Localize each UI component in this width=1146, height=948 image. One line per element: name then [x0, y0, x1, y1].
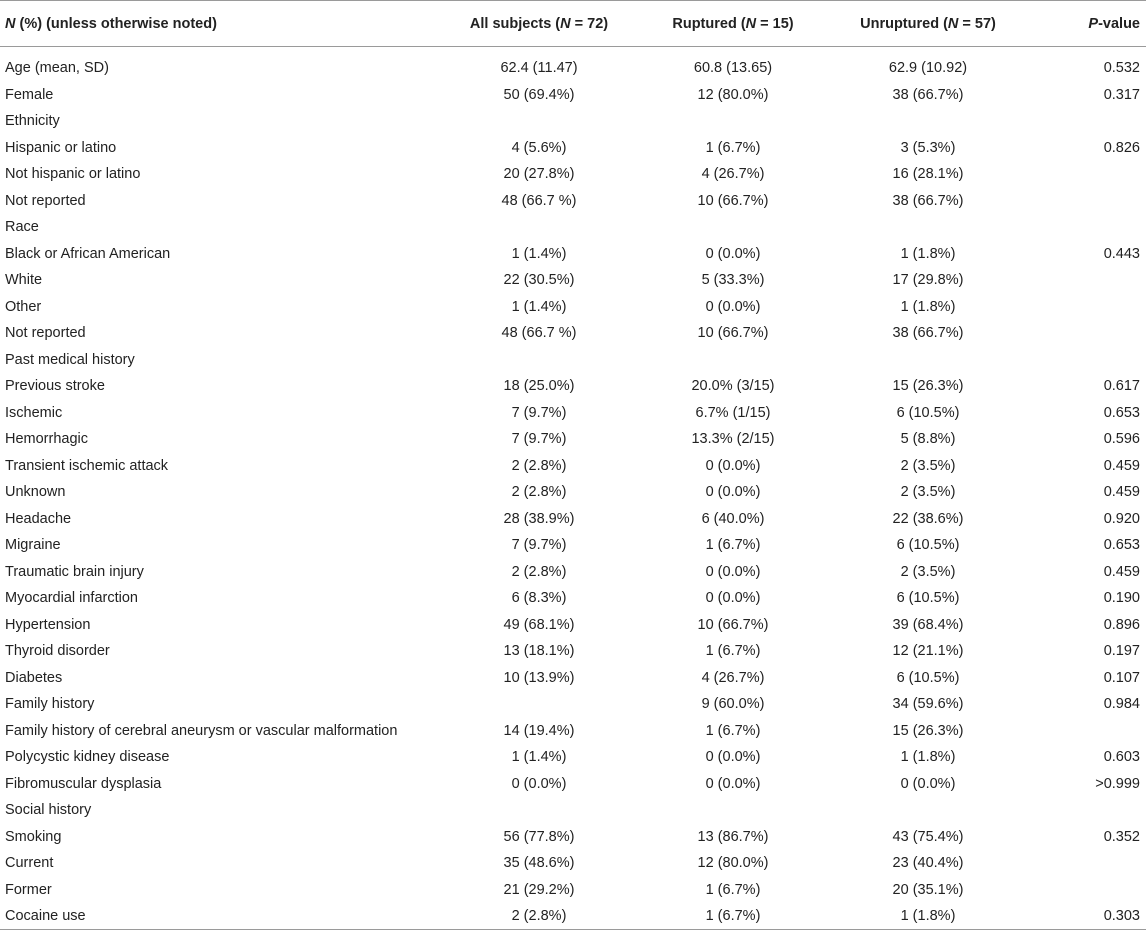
- table-row: [0, 241, 1146, 268]
- cell-unruptured: 20 (35.1%): [892, 881, 964, 898]
- cell-ruptured: 12 (80.0%): [697, 855, 769, 872]
- cell-all-subjects: [440, 691, 638, 718]
- cell-p-value: 0.596: [1103, 431, 1140, 448]
- cell-variable: Hemorrhagic: [5, 431, 88, 448]
- cell-unruptured: 6 (10.5%): [896, 669, 960, 686]
- cell-all-subjects: 56 (77.8%): [503, 828, 575, 845]
- cell-p-value: 0.617: [1103, 378, 1140, 395]
- cell-ruptured: 0 (0.0%): [705, 457, 761, 474]
- table-row: [0, 718, 1146, 745]
- cell-p-value: [1028, 214, 1146, 241]
- cell-unruptured: 23 (40.4%): [892, 855, 964, 872]
- cell-ruptured: 13.3% (2/15): [691, 431, 775, 448]
- cell-ruptured: 0 (0.0%): [705, 298, 761, 315]
- cell-unruptured: 62.9 (10.92): [888, 60, 968, 77]
- table-row: [0, 320, 1146, 347]
- cell-unruptured: 1 (1.8%): [900, 245, 956, 262]
- cell-unruptured: 1 (1.8%): [900, 749, 956, 766]
- cell-ruptured: 1 (6.7%): [705, 722, 761, 739]
- cell-p-value: [1028, 108, 1146, 135]
- cell-unruptured: 0 (0.0%): [900, 775, 956, 792]
- table-row: [0, 479, 1146, 506]
- cell-all-subjects: 1 (1.4%): [511, 245, 567, 262]
- cell-unruptured: 38 (66.7%): [892, 86, 964, 103]
- cell-variable: Diabetes: [5, 669, 63, 686]
- table-row: [0, 877, 1146, 904]
- cell-p-value: 0.197: [1103, 643, 1140, 660]
- header-unruptured: Unruptured (N = 57): [860, 15, 996, 32]
- cell-ruptured: 6.7% (1/15): [695, 404, 771, 421]
- cell-variable: Age (mean, SD): [5, 60, 109, 77]
- cell-variable: Ethnicity: [5, 113, 60, 130]
- cell-unruptured: 38 (66.7%): [892, 325, 964, 342]
- table-row: [0, 797, 1146, 824]
- header-row: [0, 1, 1146, 47]
- cell-ruptured: 1 (6.7%): [705, 881, 761, 898]
- cell-ruptured: 4 (26.7%): [701, 166, 765, 183]
- cell-unruptured: 6 (10.5%): [896, 590, 960, 607]
- cell-all-subjects: [440, 214, 638, 241]
- cell-ruptured: 0 (0.0%): [705, 749, 761, 766]
- cell-all-subjects: 2 (2.8%): [511, 457, 567, 474]
- cell-all-subjects: 2 (2.8%): [511, 563, 567, 580]
- cell-unruptured: 12 (21.1%): [892, 643, 964, 660]
- cell-variable: Hypertension: [5, 616, 91, 633]
- cell-variable: Black or African American: [5, 245, 171, 262]
- cell-unruptured: 2 (3.5%): [900, 484, 956, 501]
- cell-unruptured: 38 (66.7%): [892, 192, 964, 209]
- cell-p-value: >0.999: [1095, 775, 1140, 792]
- cell-p-value: 0.459: [1103, 563, 1140, 580]
- cell-variable: Other: [5, 298, 42, 315]
- cell-p-value: 0.443: [1103, 245, 1140, 262]
- header-p-value: P-value: [1088, 15, 1140, 32]
- cell-unruptured: 6 (10.5%): [896, 404, 960, 421]
- cell-p-value: [1028, 877, 1146, 904]
- cell-variable: Thyroid disorder: [5, 643, 110, 660]
- cell-unruptured: [828, 108, 1028, 135]
- table-row: [0, 188, 1146, 215]
- cell-all-subjects: 0 (0.0%): [511, 775, 567, 792]
- cell-p-value: 0.532: [1103, 60, 1140, 77]
- cell-p-value: [1028, 267, 1146, 294]
- table-row: [0, 453, 1146, 480]
- cell-unruptured: [828, 797, 1028, 824]
- table-row: [0, 214, 1146, 241]
- cell-all-subjects: 28 (38.9%): [503, 510, 575, 527]
- cell-all-subjects: [440, 108, 638, 135]
- cell-all-subjects: 50 (69.4%): [503, 86, 575, 103]
- cell-all-subjects: 13 (18.1%): [503, 643, 575, 660]
- cell-variable: White: [5, 272, 43, 289]
- table-row: [0, 665, 1146, 692]
- cell-p-value: [1028, 718, 1146, 745]
- cell-unruptured: 15 (26.3%): [892, 378, 964, 395]
- table-header: [0, 1, 1146, 47]
- cell-unruptured: 2 (3.5%): [900, 457, 956, 474]
- cell-all-subjects: 62.4 (11.47): [500, 60, 578, 77]
- cell-variable: Polycystic kidney disease: [5, 749, 170, 766]
- table-row: [0, 161, 1146, 188]
- cell-unruptured: 1 (1.8%): [900, 298, 956, 315]
- cell-p-value: 0.603: [1103, 749, 1140, 766]
- cell-p-value: 0.190: [1103, 590, 1140, 607]
- table-row: [0, 612, 1146, 639]
- table-body: [0, 47, 1146, 930]
- cell-p-value: [1028, 320, 1146, 347]
- cell-ruptured: 9 (60.0%): [701, 696, 765, 713]
- cell-p-value: 0.653: [1103, 404, 1140, 421]
- bottom-rule: [0, 929, 1146, 948]
- cell-unruptured: 39 (68.4%): [892, 616, 964, 633]
- cell-p-value: 0.107: [1103, 669, 1140, 686]
- cell-ruptured: 4 (26.7%): [701, 669, 765, 686]
- table-row: [0, 82, 1146, 109]
- cell-unruptured: 34 (59.6%): [892, 696, 964, 713]
- table-row: [0, 824, 1146, 851]
- cell-all-subjects: [440, 797, 638, 824]
- cell-p-value: [1028, 850, 1146, 877]
- table-row: [0, 771, 1146, 798]
- cell-variable: Former: [5, 881, 52, 898]
- cell-ruptured: 10 (66.7%): [697, 616, 769, 633]
- cell-all-subjects: 2 (2.8%): [511, 484, 567, 501]
- cell-variable: Social history: [5, 802, 92, 819]
- cell-p-value: 0.459: [1103, 457, 1140, 474]
- cell-variable: Migraine: [5, 537, 61, 554]
- cell-variable: Not hispanic or latino: [5, 166, 141, 183]
- cell-p-value: 0.984: [1103, 696, 1140, 713]
- table-row: [0, 585, 1146, 612]
- cell-ruptured: 1 (6.7%): [705, 139, 761, 156]
- cell-variable: Myocardial infarction: [5, 590, 138, 607]
- cell-variable: Not reported: [5, 325, 86, 342]
- cell-variable: Previous stroke: [5, 378, 105, 395]
- cell-all-subjects: 1 (1.4%): [511, 298, 567, 315]
- table-row: [0, 267, 1146, 294]
- cell-variable: Fibromuscular dysplasia: [5, 775, 162, 792]
- cell-ruptured: [638, 108, 828, 135]
- cell-all-subjects: 2 (2.8%): [511, 907, 567, 924]
- cell-p-value: [1028, 347, 1146, 374]
- cell-ruptured: 1 (6.7%): [705, 907, 761, 924]
- cell-ruptured: 60.8 (13.65): [693, 60, 773, 77]
- cell-ruptured: [638, 214, 828, 241]
- cell-ruptured: 10 (66.7%): [697, 325, 769, 342]
- cell-ruptured: 20.0% (3/15): [691, 378, 775, 395]
- cell-p-value: 0.352: [1103, 828, 1140, 845]
- table-row: [0, 373, 1146, 400]
- cell-unruptured: 22 (38.6%): [892, 510, 964, 527]
- table-row: [0, 532, 1146, 559]
- cell-p-value: [1028, 161, 1146, 188]
- cell-variable: Cocaine use: [5, 907, 86, 924]
- cell-variable: Traumatic brain injury: [5, 563, 144, 580]
- cell-ruptured: 10 (66.7%): [697, 192, 769, 209]
- cell-ruptured: 0 (0.0%): [705, 590, 761, 607]
- cell-unruptured: 5 (8.8%): [900, 431, 956, 448]
- header-all-subjects: All subjects (N = 72): [469, 15, 609, 32]
- cell-variable: Hispanic or latino: [5, 139, 117, 156]
- cell-unruptured: 17 (29.8%): [892, 272, 964, 289]
- cell-all-subjects: 7 (9.7%): [511, 431, 567, 448]
- cell-all-subjects: 35 (48.6%): [503, 855, 575, 872]
- cell-variable: Not reported: [5, 192, 86, 209]
- cell-ruptured: 5 (33.3%): [701, 272, 765, 289]
- cell-p-value: 0.317: [1103, 86, 1140, 103]
- cell-variable: Family history of cerebral aneurysm or vascular malformation: [5, 722, 398, 739]
- table-row: [0, 506, 1146, 533]
- cell-all-subjects: 48 (66.7 %): [501, 325, 577, 342]
- header-ruptured: Ruptured (N = 15): [672, 15, 794, 32]
- cell-p-value: [1028, 188, 1146, 215]
- cell-ruptured: 6 (40.0%): [701, 510, 765, 527]
- table-row: [0, 744, 1146, 771]
- cell-all-subjects: 49 (68.1%): [503, 616, 575, 633]
- cell-unruptured: 3 (5.3%): [900, 139, 956, 156]
- cell-ruptured: 12 (80.0%): [697, 86, 769, 103]
- table-row: [0, 850, 1146, 877]
- cell-all-subjects: 22 (30.5%): [503, 272, 575, 289]
- cell-ruptured: [638, 347, 828, 374]
- table-row: [0, 47, 1146, 82]
- cell-p-value: [1028, 294, 1146, 321]
- table-row: [0, 294, 1146, 321]
- cell-variable: Current: [5, 855, 54, 872]
- cell-p-value: 0.303: [1103, 907, 1140, 924]
- cell-p-value: 0.653: [1103, 537, 1140, 554]
- cell-ruptured: 1 (6.7%): [705, 643, 761, 660]
- table-row: [0, 347, 1146, 374]
- cell-unruptured: 15 (26.3%): [892, 722, 964, 739]
- header-variable: N (%) (unless otherwise noted): [5, 15, 217, 32]
- table-row: [0, 691, 1146, 718]
- cell-ruptured: 0 (0.0%): [705, 245, 761, 262]
- table-row: [0, 135, 1146, 162]
- cell-ruptured: [638, 797, 828, 824]
- table-row: [0, 903, 1146, 929]
- cell-all-subjects: 1 (1.4%): [511, 749, 567, 766]
- cell-all-subjects: [440, 347, 638, 374]
- cell-all-subjects: 7 (9.7%): [511, 404, 567, 421]
- cell-ruptured: 0 (0.0%): [705, 563, 761, 580]
- cell-variable: Ischemic: [5, 404, 63, 421]
- cell-p-value: 0.896: [1103, 616, 1140, 633]
- cell-variable: Smoking: [5, 828, 62, 845]
- table-row: [0, 400, 1146, 427]
- cell-p-value: 0.920: [1103, 510, 1140, 527]
- cell-all-subjects: 6 (8.3%): [511, 590, 567, 607]
- cell-all-subjects: 10 (13.9%): [503, 669, 575, 686]
- cell-all-subjects: 20 (27.8%): [503, 166, 575, 183]
- cell-unruptured: 43 (75.4%): [892, 828, 964, 845]
- cell-ruptured: 1 (6.7%): [705, 537, 761, 554]
- table-row: [0, 638, 1146, 665]
- cell-unruptured: 2 (3.5%): [900, 563, 956, 580]
- cell-unruptured: [828, 347, 1028, 374]
- cell-variable: Headache: [5, 510, 72, 527]
- cell-all-subjects: 48 (66.7 %): [501, 192, 577, 209]
- cell-unruptured: 1 (1.8%): [900, 907, 956, 924]
- cell-variable: Unknown: [5, 484, 66, 501]
- table-footer-rule: [0, 929, 1146, 948]
- cell-ruptured: 0 (0.0%): [705, 775, 761, 792]
- cell-unruptured: 16 (28.1%): [892, 166, 964, 183]
- cell-unruptured: 6 (10.5%): [896, 537, 960, 554]
- cell-unruptured: [828, 214, 1028, 241]
- cell-variable: Past medical history: [5, 351, 135, 368]
- table-row: [0, 559, 1146, 586]
- cell-ruptured: 0 (0.0%): [705, 484, 761, 501]
- cell-all-subjects: 7 (9.7%): [511, 537, 567, 554]
- cell-variable: Female: [5, 86, 54, 103]
- cell-ruptured: 13 (86.7%): [697, 828, 769, 845]
- cell-variable: Transient ischemic attack: [5, 457, 169, 474]
- cell-all-subjects: 4 (5.6%): [511, 139, 567, 156]
- cell-p-value: 0.459: [1103, 484, 1140, 501]
- cell-variable: Race: [5, 219, 39, 236]
- cell-all-subjects: 21 (29.2%): [503, 881, 575, 898]
- cell-p-value: 0.826: [1103, 139, 1140, 156]
- cell-p-value: [1028, 797, 1146, 824]
- table-row: [0, 108, 1146, 135]
- cell-all-subjects: 18 (25.0%): [503, 378, 575, 395]
- table-row: [0, 426, 1146, 453]
- cell-variable: Family history: [5, 696, 95, 713]
- cell-all-subjects: 14 (19.4%): [503, 722, 575, 739]
